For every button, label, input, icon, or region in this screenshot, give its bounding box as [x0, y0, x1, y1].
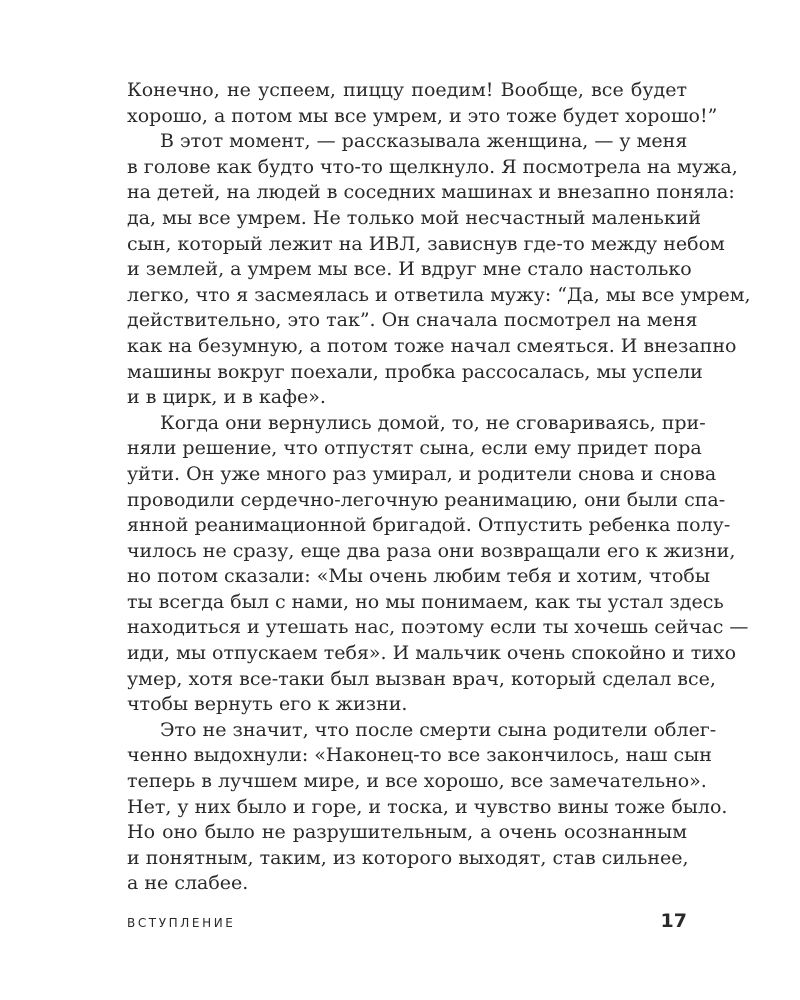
text-line: сын, который лежит на ИВЛ, зависнув где-то между небом — [127, 232, 725, 255]
text-line: янной реанимационной бригадой. Отпустить ребенка полу- — [127, 514, 731, 537]
text-line: а не слабее. — [127, 872, 249, 895]
text-line: Это не значит, что после смерти сына родители облег- — [160, 718, 717, 741]
text-line: теперь в лучшем мире, и все хорошо, все замечательно». — [127, 770, 707, 793]
body-text — [127, 78, 751, 897]
text-line: и землей, а умрем мы все. И вдруг мне стало настолько — [127, 258, 692, 281]
text-line: проводили сердечно-легочную реанимацию, они были спа- — [127, 488, 726, 511]
text-line: ченно выдохнули: «Наконец-то все закончилось, наш сын — [127, 744, 712, 767]
text-line: действительно, это так”. Он сначала посмотрел на меня — [127, 309, 698, 332]
text-line: иди, мы отпускаем тебя». И мальчик очень спокойно и тихо — [127, 642, 737, 665]
text-line: Но оно было не разрушительным, а очень осознанным — [127, 821, 687, 844]
text-line: машины вокруг поехали, пробка рассосалась, мы успели — [127, 360, 703, 383]
text-line: хорошо, а потом мы все умрем, и это тоже будет хорошо!” — [127, 104, 718, 127]
text-line: да, мы все умрем. Не только мой несчастный маленький — [127, 206, 702, 229]
text-line: чтобы вернуть его к жизни. — [127, 693, 408, 716]
text-line: няли решение, что отпустят сына, если ему придет пора — [127, 437, 702, 460]
page-number: 17 — [660, 910, 687, 932]
text-line: в голове как будто что-то щелкнуло. Я посмотрела на мужа, — [127, 155, 738, 178]
text-line: и в цирк, и в кафе». — [127, 386, 326, 409]
text-line: находиться и утешать нас, поэтому если ты хочешь сейчас — — [127, 616, 749, 639]
text-line: уйти. Он уже много раз умирал, и родители снова и снова — [127, 462, 717, 485]
text-line: легко, что я засмеялась и ответила мужу: “Да, мы все умрем, — [127, 283, 751, 306]
text-line: Нет, у них было и горе, и тоска, и чувство вины тоже было. — [127, 795, 728, 818]
text-line: Конечно, не успеем, пиццу поедим! Вообще, все будет — [127, 79, 687, 101]
running-footer-section: ВСТУПЛЕНИЕ — [127, 916, 236, 930]
text-line: чилось не сразу, еще два раза они возвращали его к жизни, — [127, 539, 736, 562]
text-line: но потом сказали: «Мы очень любим тебя и хотим, чтобы — [127, 565, 710, 588]
text-line: Когда они вернулись домой, то, не сговариваясь, при- — [160, 411, 706, 434]
text-line: как на безумную, а потом тоже начал смеяться. И внезапно — [127, 334, 737, 357]
text-line: умер, хотя все-таки был вызван врач, который сделал все, — [127, 667, 716, 690]
text-line: на детей, на людей в соседних машинах и внезапно поняла: — [127, 181, 735, 204]
text-line: ты всегда был с нами, но мы понимаем, как ты устал здесь — [127, 590, 724, 613]
text-line: В этот момент, — рассказывала женщина, — у меня — [160, 130, 688, 153]
text-line: и понятным, таким, из которого выходят, став сильнее, — [127, 846, 689, 869]
